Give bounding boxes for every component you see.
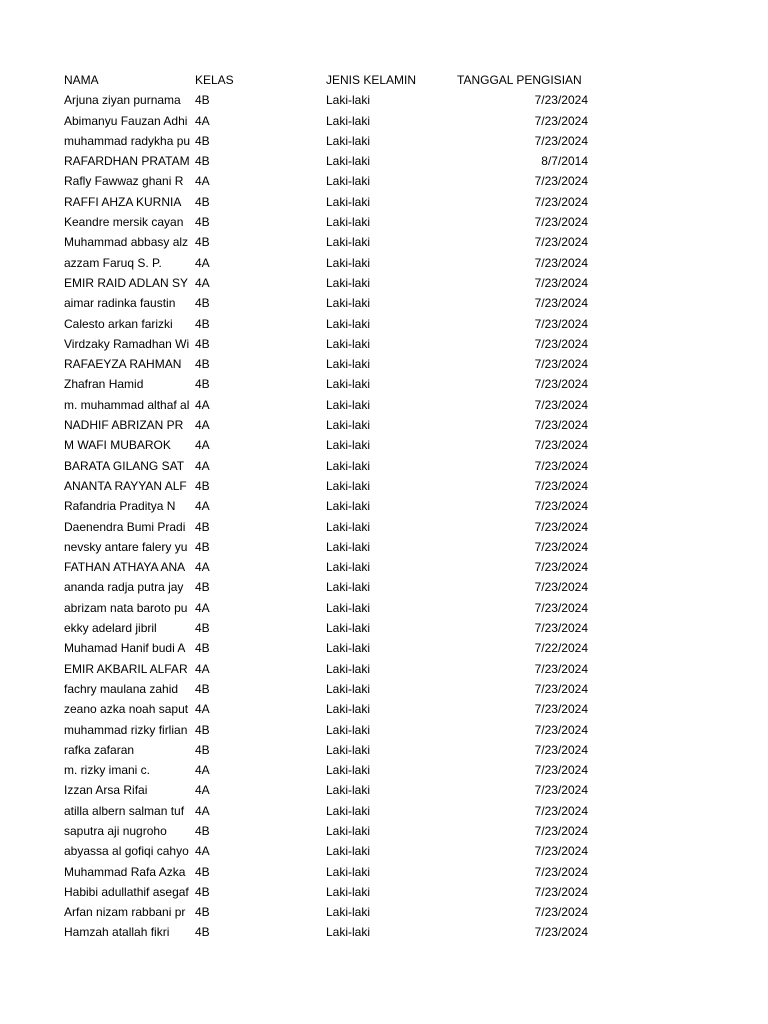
cell-jenis-kelamin: Laki-laki (326, 499, 371, 514)
cell-jenis-kelamin: Laki-laki (326, 174, 371, 189)
table-row (64, 841, 594, 861)
cell-jenis-kelamin: Laki-laki (326, 864, 371, 879)
table-row (64, 395, 594, 415)
cell-kelas: 4B (195, 296, 210, 311)
cell-kelas: 4A (195, 702, 210, 717)
header-kelas: KELAS (195, 73, 234, 87)
table-row (64, 821, 594, 841)
cell-kelas: 4B (195, 681, 210, 696)
table-row (64, 354, 594, 374)
cell-kelas: 4B (195, 478, 210, 493)
cell-tanggal-pengisian: 7/23/2024 (534, 397, 588, 412)
cell-nama: Izzan Arsa Rifai (64, 783, 148, 798)
table-row (64, 780, 594, 800)
cell-tanggal-pengisian: 7/23/2024 (534, 702, 588, 717)
cell-tanggal-pengisian: 7/23/2024 (534, 844, 588, 859)
cell-tanggal-pengisian: 7/23/2024 (534, 864, 588, 879)
cell-kelas: 4B (195, 641, 210, 656)
cell-kelas: 4B (195, 905, 210, 920)
cell-kelas: 4B (195, 539, 210, 554)
table-row (64, 922, 594, 942)
cell-nama: RAFFI AHZA KURNIA (64, 194, 182, 209)
cell-kelas: 4B (195, 621, 210, 636)
cell-kelas: 4B (195, 336, 210, 351)
cell-jenis-kelamin: Laki-laki (326, 641, 371, 656)
cell-jenis-kelamin: Laki-laki (326, 336, 371, 351)
header-jenis-kelamin: JENIS KELAMIN (326, 73, 417, 87)
table-row (64, 131, 594, 151)
cell-nama: ANANTA RAYYAN ALF (64, 478, 187, 493)
cell-nama: EMIR RAID ADLAN SY (64, 275, 189, 290)
cell-tanggal-pengisian: 7/23/2024 (534, 499, 588, 514)
cell-kelas: 4A (195, 783, 210, 798)
cell-nama: FATHAN ATHAYA ANA (64, 560, 186, 575)
table-row (64, 314, 594, 334)
cell-nama: EMIR AKBARIL ALFAR (64, 661, 188, 676)
cell-nama: Hamzah atallah fikri (64, 925, 170, 940)
cell-kelas: 4B (195, 93, 210, 108)
cell-nama: RAFAEYZA RAHMAN (64, 357, 182, 372)
cell-nama: Habibi adullathif asegaf (64, 884, 189, 899)
cell-jenis-kelamin: Laki-laki (326, 905, 371, 920)
cell-kelas: 4A (195, 499, 210, 514)
cell-nama: Virdzaky Ramadhan Wi (64, 336, 190, 351)
table-row (64, 273, 594, 293)
cell-kelas: 4B (195, 133, 210, 148)
cell-nama: Keandre mersik cayan (64, 215, 184, 230)
cell-kelas: 4B (195, 357, 210, 372)
cell-tanggal-pengisian: 7/23/2024 (534, 600, 588, 615)
cell-tanggal-pengisian: 8/7/2014 (541, 154, 588, 169)
table-row (64, 476, 594, 496)
cell-tanggal-pengisian: 7/23/2024 (534, 235, 588, 250)
table-row (64, 192, 594, 212)
table-row (64, 598, 594, 618)
cell-kelas: 4A (195, 844, 210, 859)
table-row (64, 557, 594, 577)
header-nama: NAMA (64, 73, 99, 87)
cell-jenis-kelamin: Laki-laki (326, 763, 371, 778)
table-body (64, 90, 594, 942)
cell-tanggal-pengisian: 7/23/2024 (534, 215, 588, 230)
cell-nama: Calesto arkan farizki (64, 316, 173, 331)
cell-tanggal-pengisian: 7/23/2024 (534, 925, 588, 940)
cell-tanggal-pengisian: 7/23/2024 (534, 763, 588, 778)
cell-nama: Rafly Fawwaz ghani R (64, 174, 184, 189)
cell-tanggal-pengisian: 7/23/2024 (534, 478, 588, 493)
table-row (64, 435, 594, 455)
cell-tanggal-pengisian: 7/23/2024 (534, 275, 588, 290)
cell-jenis-kelamin: Laki-laki (326, 458, 371, 473)
cell-nama: Daenendra Bumi Pradi (64, 519, 186, 534)
cell-jenis-kelamin: Laki-laki (326, 539, 371, 554)
cell-kelas: 4B (195, 722, 210, 737)
cell-kelas: 4A (195, 418, 210, 433)
cell-jenis-kelamin: Laki-laki (326, 925, 371, 940)
cell-tanggal-pengisian: 7/23/2024 (534, 316, 588, 331)
cell-nama: rafka zafaran (64, 742, 135, 757)
cell-nama: saputra aji nugroho (64, 823, 167, 838)
cell-tanggal-pengisian: 7/23/2024 (534, 93, 588, 108)
cell-jenis-kelamin: Laki-laki (326, 438, 371, 453)
table-row (64, 90, 594, 110)
cell-kelas: 4B (195, 154, 210, 169)
table-row (64, 456, 594, 476)
cell-nama: muhammad radykha pu (64, 133, 191, 148)
cell-tanggal-pengisian: 7/23/2024 (534, 113, 588, 128)
cell-tanggal-pengisian: 7/23/2024 (534, 681, 588, 696)
cell-jenis-kelamin: Laki-laki (326, 357, 371, 372)
cell-tanggal-pengisian: 7/23/2024 (534, 194, 588, 209)
cell-nama: zeano azka noah saput (64, 702, 189, 717)
cell-jenis-kelamin: Laki-laki (326, 255, 371, 270)
cell-jenis-kelamin: Laki-laki (326, 681, 371, 696)
cell-jenis-kelamin: Laki-laki (326, 621, 371, 636)
cell-kelas: 4A (195, 458, 210, 473)
cell-jenis-kelamin: Laki-laki (326, 803, 371, 818)
cell-tanggal-pengisian: 7/23/2024 (534, 133, 588, 148)
cell-nama: m. muhammad althaf al (64, 397, 190, 412)
cell-tanggal-pengisian: 7/23/2024 (534, 519, 588, 534)
cell-jenis-kelamin: Laki-laki (326, 397, 371, 412)
cell-kelas: 4B (195, 215, 210, 230)
cell-jenis-kelamin: Laki-laki (326, 377, 371, 392)
cell-kelas: 4B (195, 580, 210, 595)
table-row (64, 537, 594, 557)
cell-jenis-kelamin: Laki-laki (326, 884, 371, 899)
cell-tanggal-pengisian: 7/23/2024 (534, 336, 588, 351)
table-row (64, 111, 594, 131)
cell-tanggal-pengisian: 7/23/2024 (534, 377, 588, 392)
table-row (64, 679, 594, 699)
cell-tanggal-pengisian: 7/23/2024 (534, 803, 588, 818)
cell-jenis-kelamin: Laki-laki (326, 783, 371, 798)
cell-kelas: 4A (195, 438, 210, 453)
cell-jenis-kelamin: Laki-laki (326, 93, 371, 108)
table-row (64, 171, 594, 191)
table-row (64, 862, 594, 882)
cell-tanggal-pengisian: 7/23/2024 (534, 884, 588, 899)
cell-kelas: 4A (195, 113, 210, 128)
table-row (64, 374, 594, 394)
table-row (64, 253, 594, 273)
cell-tanggal-pengisian: 7/23/2024 (534, 580, 588, 595)
cell-nama: RAFARDHAN PRATAM (64, 154, 190, 169)
cell-tanggal-pengisian: 7/23/2024 (534, 458, 588, 473)
cell-nama: Abimanyu Fauzan Adhi (64, 113, 188, 128)
cell-kelas: 4B (195, 823, 210, 838)
cell-jenis-kelamin: Laki-laki (326, 519, 371, 534)
cell-jenis-kelamin: Laki-laki (326, 215, 371, 230)
table-row (64, 882, 594, 902)
header-tanggal-pengisian: TANGGAL PENGISIAN (457, 73, 582, 87)
cell-tanggal-pengisian: 7/23/2024 (534, 722, 588, 737)
cell-kelas: 4B (195, 925, 210, 940)
cell-nama: ananda radja putra jay (64, 580, 184, 595)
cell-nama: ekky adelard jibril (64, 621, 157, 636)
cell-nama: abyassa al gofiqi cahyo (64, 844, 189, 859)
cell-kelas: 4B (195, 194, 210, 209)
cell-jenis-kelamin: Laki-laki (326, 702, 371, 717)
cell-kelas: 4B (195, 377, 210, 392)
table-row (64, 212, 594, 232)
table-row (64, 801, 594, 821)
cell-kelas: 4A (195, 255, 210, 270)
cell-tanggal-pengisian: 7/23/2024 (534, 905, 588, 920)
table-row (64, 720, 594, 740)
cell-tanggal-pengisian: 7/23/2024 (534, 296, 588, 311)
cell-nama: Muhamad Hanif budi A (64, 641, 186, 656)
cell-jenis-kelamin: Laki-laki (326, 275, 371, 290)
table-row (64, 902, 594, 922)
cell-nama: BARATA GILANG SAT (64, 458, 185, 473)
table-row (64, 638, 594, 658)
cell-tanggal-pengisian: 7/23/2024 (534, 539, 588, 554)
cell-tanggal-pengisian: 7/23/2024 (534, 621, 588, 636)
cell-kelas: 4A (195, 600, 210, 615)
cell-tanggal-pengisian: 7/23/2024 (534, 823, 588, 838)
table-row (64, 699, 594, 719)
cell-kelas: 4A (195, 763, 210, 778)
cell-tanggal-pengisian: 7/23/2024 (534, 174, 588, 189)
cell-jenis-kelamin: Laki-laki (326, 560, 371, 575)
cell-jenis-kelamin: Laki-laki (326, 296, 371, 311)
cell-kelas: 4A (195, 803, 210, 818)
cell-nama: aimar radinka faustin (64, 296, 176, 311)
cell-nama: m. rizky imani c. (64, 763, 151, 778)
cell-jenis-kelamin: Laki-laki (326, 580, 371, 595)
cell-nama: azzam Faruq S. P. (64, 255, 162, 270)
header-row (64, 70, 594, 90)
cell-kelas: 4B (195, 235, 210, 250)
cell-kelas: 4B (195, 864, 210, 879)
cell-jenis-kelamin: Laki-laki (326, 478, 371, 493)
cell-kelas: 4B (195, 519, 210, 534)
table-row (64, 740, 594, 760)
cell-tanggal-pengisian: 7/23/2024 (534, 742, 588, 757)
table-row (64, 232, 594, 252)
cell-tanggal-pengisian: 7/23/2024 (534, 255, 588, 270)
cell-kelas: 4A (195, 275, 210, 290)
cell-nama: Arfan nizam rabbani pr (64, 905, 186, 920)
cell-nama: Arjuna ziyan purnama (64, 93, 181, 108)
cell-tanggal-pengisian: 7/23/2024 (534, 560, 588, 575)
table-row (64, 577, 594, 597)
table-row (64, 659, 594, 679)
cell-kelas: 4A (195, 560, 210, 575)
cell-tanggal-pengisian: 7/23/2024 (534, 783, 588, 798)
cell-kelas: 4B (195, 316, 210, 331)
cell-nama: fachry maulana zahid (64, 681, 179, 696)
cell-jenis-kelamin: Laki-laki (326, 235, 371, 250)
cell-jenis-kelamin: Laki-laki (326, 133, 371, 148)
cell-kelas: 4B (195, 742, 210, 757)
cell-kelas: 4B (195, 884, 210, 899)
cell-nama: M WAFI MUBAROK (64, 438, 171, 453)
cell-tanggal-pengisian: 7/23/2024 (534, 661, 588, 676)
table-row (64, 334, 594, 354)
cell-nama: Muhammad abbasy alz (64, 235, 189, 250)
cell-jenis-kelamin: Laki-laki (326, 154, 371, 169)
cell-jenis-kelamin: Laki-laki (326, 661, 371, 676)
cell-nama: nevsky antare falery yu (64, 539, 188, 554)
table-row (64, 151, 594, 171)
cell-jenis-kelamin: Laki-laki (326, 418, 371, 433)
cell-nama: Rafandria Praditya N (64, 499, 176, 514)
cell-nama: NADHIF ABRIZAN PR (64, 418, 184, 433)
cell-tanggal-pengisian: 7/23/2024 (534, 438, 588, 453)
cell-nama: muhammad rizky firlian (64, 722, 188, 737)
cell-tanggal-pengisian: 7/22/2024 (534, 641, 588, 656)
cell-nama: atilla albern salman tuf (64, 803, 185, 818)
table-row (64, 415, 594, 435)
cell-nama: abrizam nata baroto pu (64, 600, 188, 615)
cell-kelas: 4A (195, 397, 210, 412)
cell-jenis-kelamin: Laki-laki (326, 722, 371, 737)
cell-jenis-kelamin: Laki-laki (326, 844, 371, 859)
cell-jenis-kelamin: Laki-laki (326, 113, 371, 128)
cell-nama: Muhammad Rafa Azka (64, 864, 186, 879)
cell-jenis-kelamin: Laki-laki (326, 742, 371, 757)
spreadsheet-table (64, 70, 594, 943)
table-row (64, 760, 594, 780)
cell-tanggal-pengisian: 7/23/2024 (534, 357, 588, 372)
cell-kelas: 4A (195, 174, 210, 189)
cell-jenis-kelamin: Laki-laki (326, 316, 371, 331)
table-row (64, 293, 594, 313)
cell-jenis-kelamin: Laki-laki (326, 194, 371, 209)
table-row (64, 517, 594, 537)
table-row (64, 496, 594, 516)
cell-jenis-kelamin: Laki-laki (326, 823, 371, 838)
table-row (64, 618, 594, 638)
cell-nama: Zhafran Hamid (64, 377, 144, 392)
cell-jenis-kelamin: Laki-laki (326, 600, 371, 615)
cell-tanggal-pengisian: 7/23/2024 (534, 418, 588, 433)
cell-kelas: 4A (195, 661, 210, 676)
